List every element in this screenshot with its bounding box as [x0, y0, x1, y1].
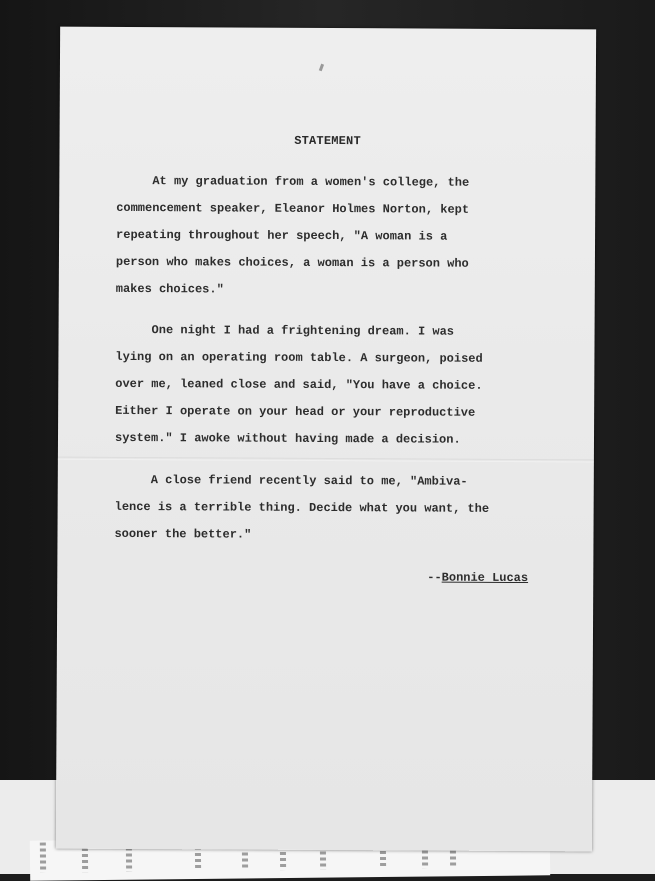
paragraph-graduation: At my graduation from a women's college, the commencement speaker, Eleanor Holmes Norton, kept repeating throughout her speech, "A woman is a person who makes choices, a woman is a person who makes choices." [115, 173, 470, 297]
paragraph-dream: One night I had a frightening dream. I was lying on an operating room table. A surgeon, poised over me, leaned close and said, "You have a choice. Either I operate on your head or your reproductive system." I awoke without having made a decision. [114, 322, 483, 447]
typed-statement-sheet [56, 27, 596, 852]
paper-fold-crease [58, 457, 594, 463]
signature-name: Bonnie Lucas [441, 570, 529, 586]
paragraph-friend: A close friend recently said to me, "Ambiva- lence is a terrible thing. Decide what you want, the sooner the better." [114, 472, 490, 542]
document-title: STATEMENT [294, 133, 361, 149]
paper-mark [319, 64, 324, 72]
signature [427, 571, 528, 586]
signature-dashes: -- [427, 570, 442, 585]
